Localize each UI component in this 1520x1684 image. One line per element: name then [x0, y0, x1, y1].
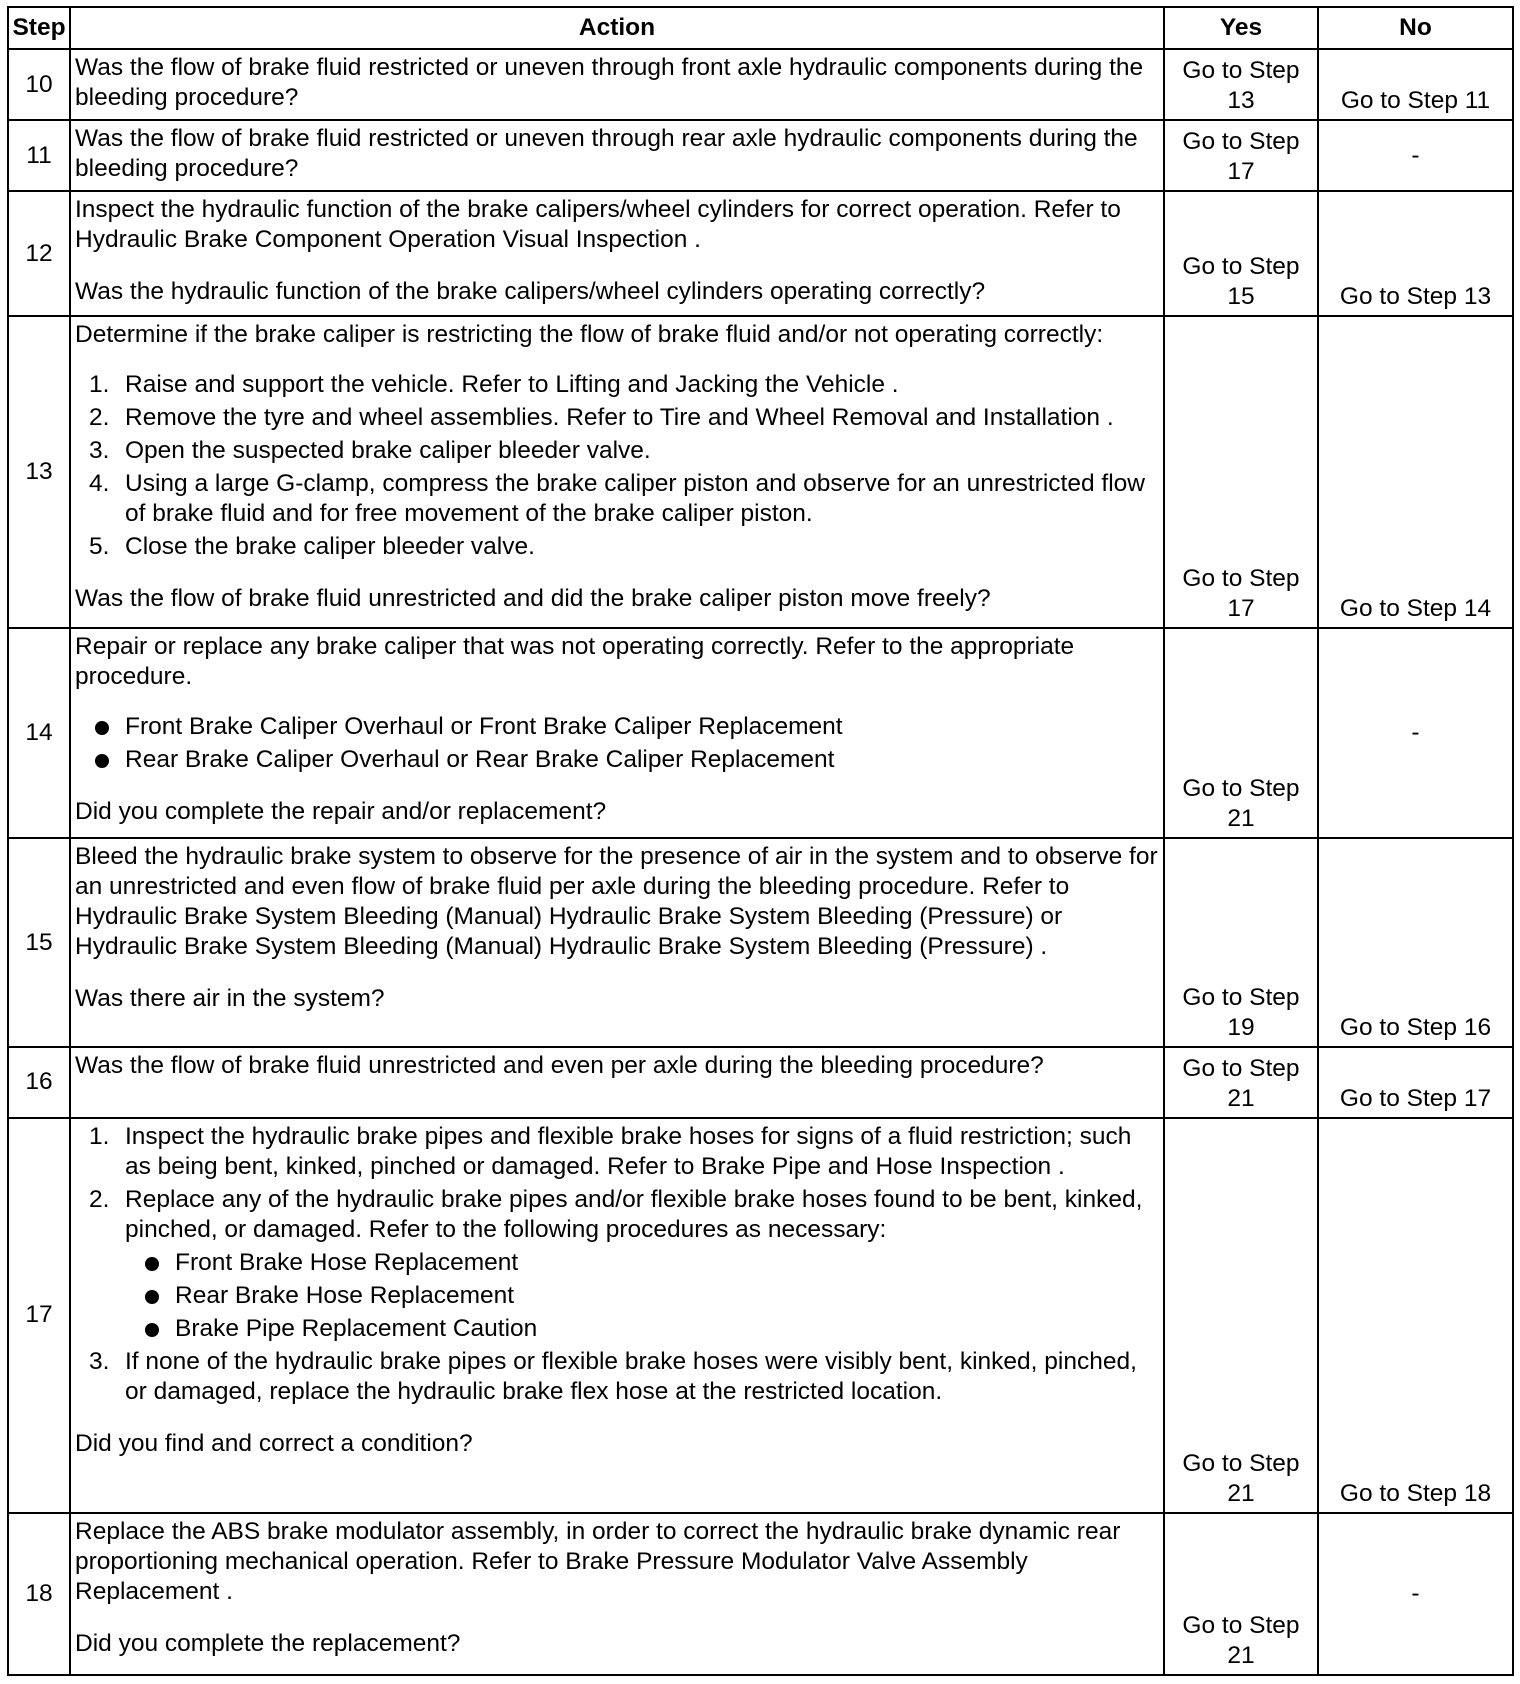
instruction-text: Determine if the brake caliper is restricting the flow of brake fluid and/or not operating correctly:: [75, 320, 1104, 348]
yes-cell: Go to Step 19: [1164, 838, 1318, 1047]
yes-cell: Go to Step 21: [1164, 1047, 1318, 1117]
table-row: [8, 316, 1513, 628]
list-item: Front Brake Hose Replacement: [125, 1248, 1159, 1278]
bullet-icon: [145, 1290, 159, 1304]
table-row: [8, 628, 1513, 838]
action-cell: [70, 1513, 1164, 1675]
step-number: 14: [8, 628, 70, 838]
list-item: 3. Open the suspected brake caliper bleeder valve.: [89, 436, 651, 464]
yes-cell: Go to Step 17: [1164, 316, 1318, 628]
no-cell: -: [1318, 1513, 1513, 1675]
yes-cell: Go to Step 13: [1164, 49, 1318, 120]
action-cell: [70, 628, 1164, 838]
table-row: [8, 1118, 1513, 1514]
list-item: Rear Brake Hose Replacement: [125, 1281, 1159, 1311]
table-row: [8, 120, 1513, 191]
list-item: 4. Using a large G-clamp, compress the brake caliper piston and observe for an unrestricted flow of brake fluid and for free movement of the brake caliper piston.: [89, 469, 1145, 527]
action-cell: [70, 316, 1164, 628]
table-row: [8, 1513, 1513, 1675]
bullet-icon: [95, 754, 109, 768]
no-cell: Go to Step 14: [1318, 316, 1513, 628]
list-item: 2. Remove the tyre and wheel assemblies. Refer to Tire and Wheel Removal and Installation .: [89, 403, 1114, 431]
list-item: Brake Pipe Replacement Caution: [125, 1314, 1159, 1344]
diagnostic-table: [7, 6, 1514, 1676]
no-cell: -: [1318, 628, 1513, 838]
table-row: [8, 1047, 1513, 1117]
header-action: Action: [70, 7, 1164, 49]
bullet-list: [75, 712, 1159, 775]
action-cell: [70, 120, 1164, 191]
header-step: Step: [8, 7, 70, 49]
instruction-text: Inspect the hydraulic function of the brake calipers/wheel cylinders for correct operation. Refer to Hydraulic Brake Component Operation Visual Inspection .: [75, 196, 1121, 254]
list-item: 2. Replace any of the hydraulic brake pipes and/or flexible brake hoses found to be bent, kinked, pinched, or damaged. Refer to the following procedures as necessary: Front Brake Hose Replacement Rear Brake Hose Replacement Brake Pipe Replacement Caution: [75, 1185, 1159, 1344]
question-text: Did you find and correct a condition?: [75, 1429, 473, 1457]
no-cell: Go to Step 13: [1318, 191, 1513, 316]
instruction-text: Repair or replace any brake caliper that was not operating correctly. Refer to the appropriate procedure.: [75, 633, 1075, 691]
step-number: 12: [8, 191, 70, 316]
instruction-text: Bleed the hydraulic brake system to observe for the presence of air in the system and to observe for an unrestricted and even flow of brake fluid per axle during the bleeding procedure. Refer to Hydraulic Brake System Bleeding (Manual) Hydraulic Brake System Bleeding (Pressure) or Hydraulic Brake System Bleeding (Manual) Hydraulic Brake System Bleeding (Pressure) .: [75, 843, 1158, 961]
header-no: No: [1318, 7, 1513, 49]
no-cell: Go to Step 11: [1318, 49, 1513, 120]
table-row: [8, 838, 1513, 1047]
yes-cell: Go to Step 21: [1164, 628, 1318, 838]
yes-cell: Go to Step 21: [1164, 1513, 1318, 1675]
action-cell: [70, 1047, 1164, 1117]
no-cell: -: [1318, 120, 1513, 191]
yes-cell: Go to Step 15: [1164, 191, 1318, 316]
table-row: [8, 191, 1513, 316]
list-item: Front Brake Caliper Overhaul or Front Brake Caliper Replacement: [75, 712, 1159, 742]
step-number: 17: [8, 1118, 70, 1514]
table-header-row: [8, 7, 1513, 49]
table-row: [8, 49, 1513, 120]
bullet-icon: [145, 1323, 159, 1337]
action-cell: [70, 49, 1164, 120]
step-number: 10: [8, 49, 70, 120]
action-cell: [70, 1118, 1164, 1514]
sub-bullet-list: [125, 1248, 1159, 1344]
no-cell: Go to Step 18: [1318, 1118, 1513, 1514]
step-number: 13: [8, 316, 70, 628]
question-text: Did you complete the repair and/or replacement?: [75, 798, 607, 826]
list-item: 1. Raise and support the vehicle. Refer to Lifting and Jacking the Vehicle .: [89, 370, 899, 398]
yes-cell: Go to Step 21: [1164, 1118, 1318, 1514]
action-cell: [70, 838, 1164, 1047]
step-number: 16: [8, 1047, 70, 1117]
step-number: 15: [8, 838, 70, 1047]
question-text: Did you complete the replacement?: [75, 1630, 461, 1658]
question-text: Was the flow of brake fluid restricted or uneven through front axle hydraulic components during the bleeding procedure?: [75, 54, 1144, 111]
no-cell: Go to Step 17: [1318, 1047, 1513, 1117]
list-item: 1. Inspect the hydraulic brake pipes and flexible brake hoses for signs of a fluid restriction; such as being bent, kinked, pinched or damaged. Refer to Brake Pipe and Hose Inspection .: [89, 1122, 1132, 1180]
list-item: 5. Close the brake caliper bleeder valve.: [89, 532, 535, 560]
step-number: 11: [8, 120, 70, 191]
question-text: Was there air in the system?: [75, 985, 385, 1013]
instruction-text: Replace the ABS brake modulator assembly, in order to correct the hydraulic brake dynamic rear proportioning mechanical operation. Refer to Brake Pressure Modulator Valve Assembly Replacement .: [75, 1518, 1121, 1606]
bullet-icon: [95, 721, 109, 735]
header-yes: Yes: [1164, 7, 1318, 49]
numbered-list: [75, 1122, 1159, 1407]
step-number: 18: [8, 1513, 70, 1675]
list-item: 3. If none of the hydraulic brake pipes or flexible brake hoses were visibly bent, kinked, pinched, or damaged, replace the hydraulic brake flex hose at the restricted location.: [89, 1347, 1137, 1405]
question-text: Was the flow of brake fluid restricted or uneven through rear axle hydraulic components during the bleeding procedure?: [75, 125, 1138, 183]
question-text: Was the flow of brake fluid unrestricted and did the brake caliper piston move freely?: [75, 584, 991, 612]
yes-cell: Go to Step 17: [1164, 120, 1318, 191]
bullet-icon: [145, 1257, 159, 1271]
no-cell: Go to Step 16: [1318, 838, 1513, 1047]
action-cell: [70, 191, 1164, 316]
question-text: Was the flow of brake fluid unrestricted and even per axle during the bleeding procedure?: [75, 1052, 1044, 1080]
list-item: Rear Brake Caliper Overhaul or Rear Brake Caliper Replacement: [75, 745, 1159, 775]
numbered-list: [75, 370, 1159, 562]
question-text: Was the hydraulic function of the brake calipers/wheel cylinders operating correctly?: [75, 278, 986, 306]
